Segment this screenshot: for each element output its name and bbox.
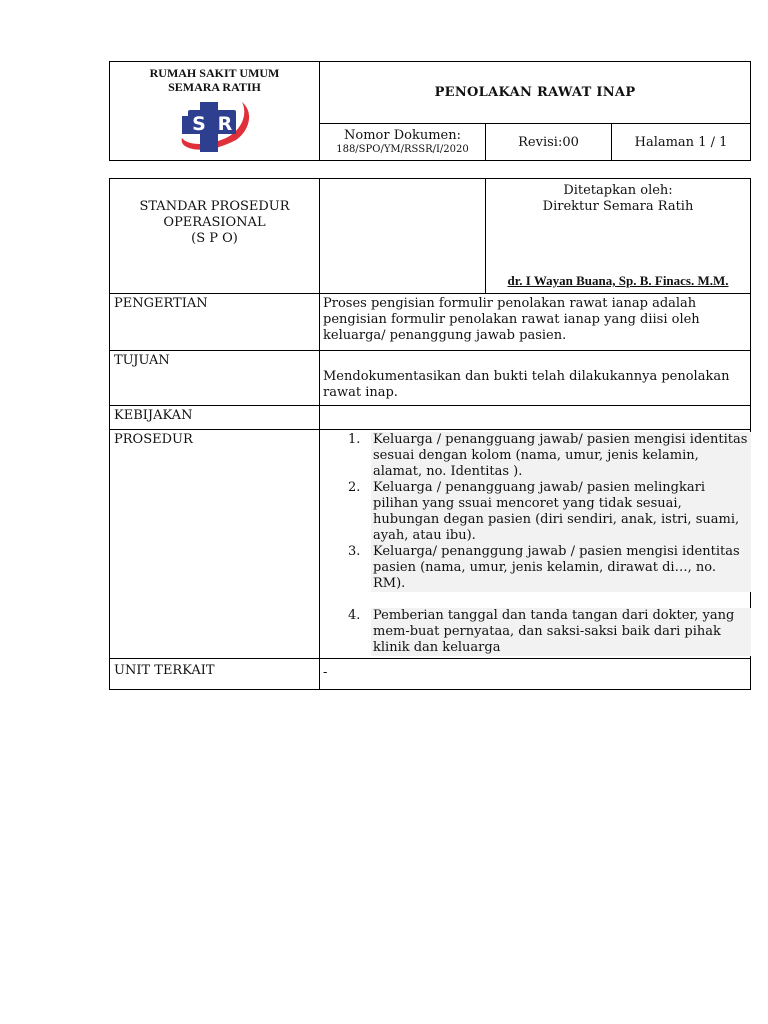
spo-table [109,178,751,690]
approval-cell [486,179,751,294]
hospital-name: RUMAH SAKIT UMUM SEMARA RATIH [149,66,280,94]
approved-by-label: Ditetapkan oleh: [563,183,673,198]
prosedur-content [320,430,751,659]
procedure-step: 1. Keluarga / penangguang jawab/ pasien mengisi identitas sesuai dengan kolom (nama, umur, jenis kelamin, alamat, no. Identitas ). [323,432,747,480]
spo-title: STANDAR PROSEDUR OPERASIONAL (S P O) [110,179,320,294]
kebijakan-content [320,406,751,430]
pengertian-content: Proses pengisian formulir penolakan rawat ianap adalah pengisian formulir penolakan rawat ianap yang diisi oleh keluarga/ penanggung jawab pasien. [320,294,751,351]
prosedur-label: PROSEDUR [110,430,320,659]
hospital-logo [110,100,319,158]
blank-cell [320,179,486,294]
revision: Revisi:00 [486,124,612,161]
logo-icon [176,100,254,154]
procedure-list [323,432,747,656]
document-header [109,61,751,161]
document-title: PENOLAKAN RAWAT INAP [320,62,751,124]
procedure-step: 3. Keluarga/ penanggung jawab / pasien mengisi identitas pasien (nama, umur, jenis kelamin, dirawat di…, no. RM). [323,544,747,592]
svg-text:R: R [217,113,232,135]
page-number: Halaman 1 / 1 [612,124,751,161]
procedure-step: 2. Keluarga / penangguang jawab/ pasien melingkari pilihan yang ssuai mencoret yang tidak sesuai, hubungan degan pasien (diri sendiri, anak, istri, suami, ayah, atau ibu). [323,480,747,544]
unit-terkait-content: - [320,659,751,690]
pengertian-label: PENGERTIAN [110,294,320,351]
document-number: Nomor Dokumen: 188/SPO/YM/RSSR/I/2020 [320,124,486,161]
approved-by-role: Direktur Semara Ratih [542,199,694,214]
kebijakan-label: KEBIJAKAN [110,406,320,430]
approver-name: dr. I Wayan Buana, Sp. B. Finacs. M.M. [507,273,729,288]
tujuan-content: Mendokumentasikan dan bukti telah dilakukannya penolakan rawat inap. [320,351,751,406]
svg-text:S: S [191,113,206,135]
hospital-cell [110,62,320,161]
procedure-step: 4. Pemberian tanggal dan tanda tangan dari dokter, yang mem-buat pernyataa, dan saksi-saksi baik dari pihak klinik dan keluarga [323,608,747,656]
tujuan-label: TUJUAN [110,351,320,406]
unit-terkait-label: UNIT TERKAIT [110,659,320,690]
